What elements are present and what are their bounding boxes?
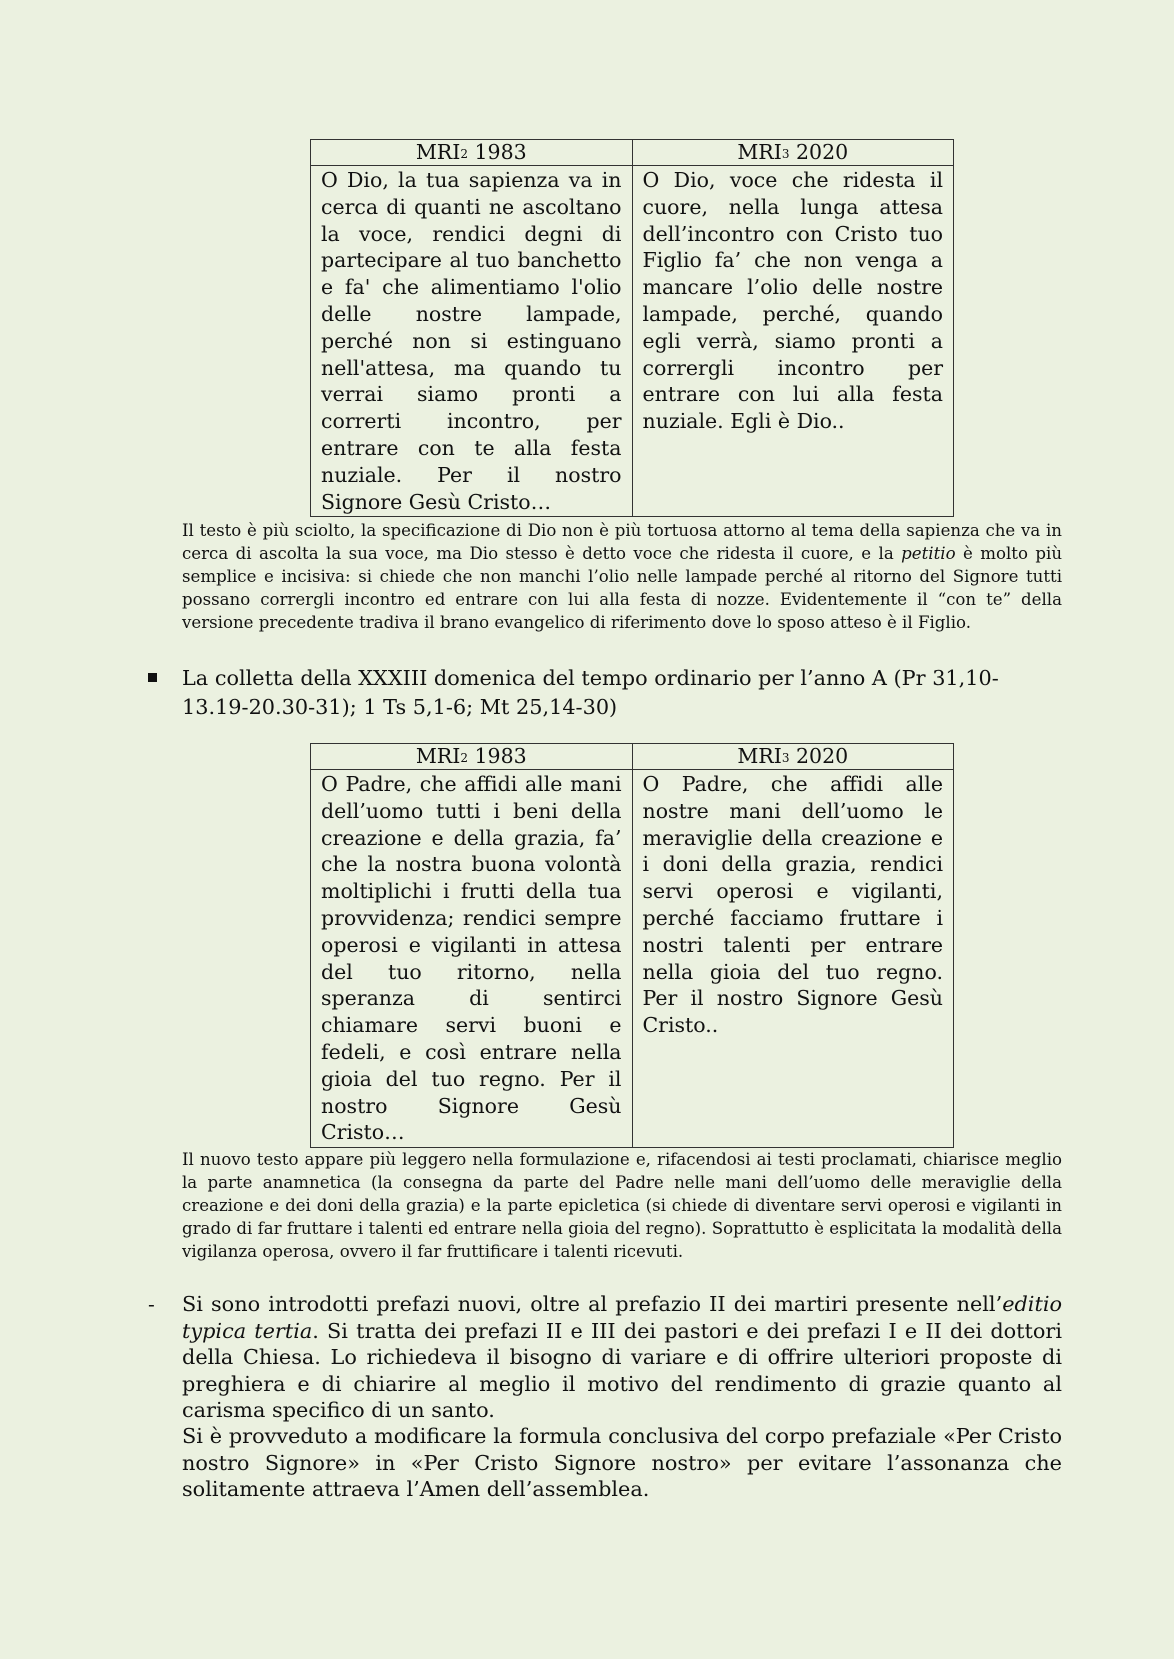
- bullet-item-colletta: La colletta della XXXIII domenica del tempo ordinario per l’anno A (Pr 31,10-13.19-20.30-31); 1 Ts 5,1-6; Mt 25,14-30): [182, 666, 999, 719]
- table2-text-2020: O Padre, che affidi alle nostre mani dell’uomo le meraviglie della creazione e i doni della grazia, rendici servi operosi e vigilanti, perché facciamo fruttare i nostri talenti per entrare nella gioia del tuo regno. Per il nostro Signore Gesù Cristo..: [632, 770, 954, 1148]
- table2-header-2020: MRI$^3$ 2020: [632, 744, 954, 770]
- comparison-table-2: [310, 743, 954, 1148]
- dash-bullet: -: [148, 1292, 155, 1316]
- square-bullet-icon: [148, 673, 157, 682]
- table1-header-2020: MRI$^3$ 2020: [632, 140, 954, 166]
- table2-header-1983: MRI$^2$ 1983: [311, 744, 633, 770]
- paragraph-prefazi: Si sono introdotti prefazi nuovi, oltre al prefazio II dei martiri presente nell’editio typica tertia. Si tratta dei prefazi II e III dei pastori e dei prefazi I e II dei dottori della Chiesa. Lo richiedeva il bisogno di variare e di offrire ulteriori proposte di preghiera e di chiarire al meglio il motivo del rendimento di grazie quanto al carisma specifico di un santo.: [182, 1292, 1063, 1422]
- comparison-table-1: [310, 139, 954, 517]
- table1-header-1983: MRI$^2$ 1983: [311, 140, 633, 166]
- table1-text-2020: O Dio, voce che ridesta il cuore, nella lunga attesa dell’incontro con Cristo tuo Figlio fa’ che non venga a mancare l’olio delle nostre lampade, perché, quando egli verrà, siamo pronti a corrergli incontro per entrare con lui alla festa nuziale. Egli è Dio..: [632, 166, 954, 517]
- commentary-note-2: Il nuovo testo appare più leggero nella formulazione e, rifacendosi ai testi proclamati, chiarisce meglio la parte anamnetica (la consegna da parte del Padre nelle mani dell’uomo delle meraviglie della creazione e dei doni della grazia) e la parte epicletica (si chiede di diventare servi operosi e vigilanti in grado di far fruttare i talenti ed entrare nella gioia del regno). Soprattutto è esplicitata la modalità della vigilanza operosa, ovvero il far fruttificare i talenti ricevuti.: [182, 1150, 1062, 1261]
- paragraph-formula-conclusiva: Si è provveduto a modificare la formula conclusiva del corpo prefaziale «Per Cristo nostro Signore» in «Per Cristo Signore nostro» per evitare l’assonanza che solitamente attraeva l’Amen dell’assemblea.: [182, 1424, 1062, 1501]
- table2-text-1983: O Padre, che affidi alle mani dell’uomo tutti i beni della creazione e della grazia, fa’ che la nostra buona volontà moltiplichi i frutti della tua provvidenza; rendici sempre operosi e vigilanti in attesa del tuo ritorno, nella speranza di sentirci chiamare servi buoni e fedeli, e così entrare nella gioia del tuo regno. Per il nostro Signore Gesù Cristo…: [311, 770, 633, 1148]
- commentary-note-1: Il testo è più sciolto, la specificazione di Dio non è più tortuosa attorno al tema della sapienza che va in cerca di ascolta la sua voce, ma Dio stesso è detto voce che ridesta il cuore, e la petitio è molto più semplice e incisiva: si chiede che non manchi l’olio nelle lampade perché al ritorno del Signore tutti possano corrergli incontro ed entrare con lui alla festa di nozze. Evidentemente il “con te” della versione precedente tradiva il brano evangelico di riferimento dove lo sposo atteso è il Figlio.: [182, 521, 1063, 632]
- table1-text-1983: O Dio, la tua sapienza va in cerca di quanti ne ascoltano la voce, rendici degni di partecipare al tuo banchetto e fa' che alimentiamo l'olio delle nostre lampade, perché non si estinguano nell'attesa, ma quando tu verrai siamo pronti a correrti incontro, per entrare con te alla festa nuziale. Per il nostro Signore Gesù Cristo…: [311, 166, 633, 517]
